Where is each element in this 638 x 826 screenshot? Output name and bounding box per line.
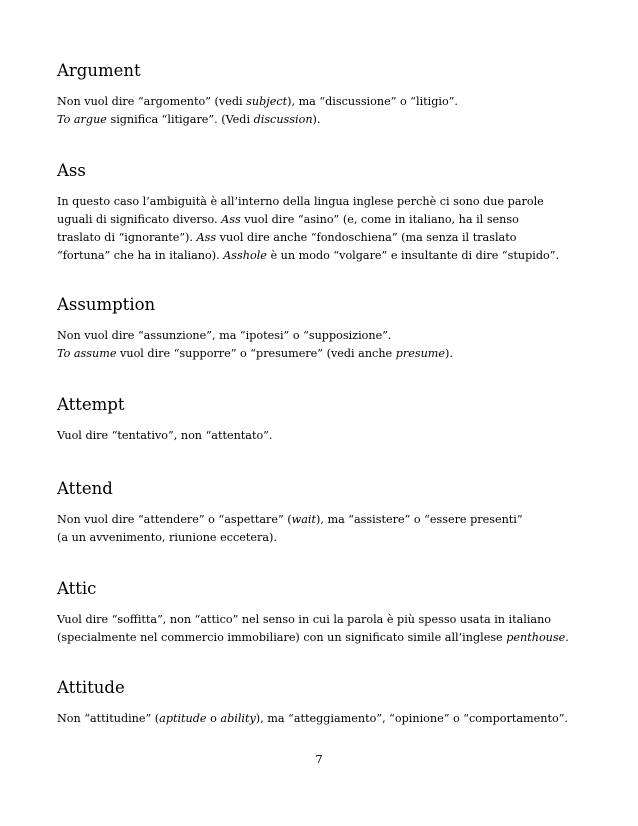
body-line: Vuol dire “tentativo”, non “attentato”. [57, 429, 273, 442]
entry-term: Argument [57, 61, 141, 80]
body-line: To assume vuol dire “supporre” o “presumere” (vedi anche presume). [57, 347, 453, 360]
entry-attend [57, 479, 523, 547]
body-line: Non vuol dire “assunzione”, ma “ipotesi” o “supposizione”. [57, 329, 392, 342]
entry-body [57, 427, 272, 445]
body-line: uguali di significato diverso. Ass vuol dire “asino” (e, come in italiano, ha il senso [57, 213, 519, 226]
body-line: To argue significa “litigare”. (Vedi discussion). [57, 113, 321, 126]
page-number: 7 [315, 752, 323, 766]
body-line: traslato di “ignorante”). Ass vuol dire anche “fondoschiena” (ma senza il traslato [57, 231, 517, 244]
entry-attic [57, 579, 569, 647]
entry-attitude [57, 678, 568, 728]
body-line: Vuol dire “soffitta”, non “attico” nel senso in cui la parola è più spesso usata in italiano [57, 613, 552, 626]
body-line: Non “attitudine” (aptitude o ability), ma “atteggiamento”, “opinione” o “comportamento”. [57, 712, 568, 725]
entry-body [57, 611, 569, 647]
body-line: In questo caso l’ambiguità è all’interno della lingua inglese perchè ci sono due parole [57, 195, 544, 208]
entry-assumption [57, 295, 453, 363]
entry-body [57, 710, 568, 728]
entry-term: Attend [57, 479, 113, 498]
body-line: Non vuol dire “argomento” (vedi subject), ma “discussione” o “litigio”. [57, 95, 458, 108]
entry-term: Ass [57, 161, 86, 180]
entry-argument [57, 61, 458, 129]
body-line: Non vuol dire “attendere” o “aspettare” (wait), ma “assistere” o “essere presenti” [57, 513, 523, 526]
entry-term: Attitude [57, 678, 125, 697]
entry-term: Assumption [57, 295, 156, 314]
entry-body [57, 327, 453, 363]
body-line: (a un avvenimento, riunione eccetera). [57, 531, 277, 544]
entry-term: Attempt [57, 395, 125, 414]
entry-term: Attic [57, 579, 97, 598]
body-line: “fortuna” che ha in italiano). Asshole è un modo “volgare” e insultante di dire “stupido”. [57, 249, 559, 262]
entry-ass [57, 161, 559, 265]
entry-body [57, 193, 559, 265]
entry-attempt [57, 395, 272, 445]
entry-body [57, 93, 458, 129]
body-line: (specialmente nel commercio immobiliare) con un significato simile all’inglese penthouse. [57, 631, 569, 644]
entry-body [57, 511, 523, 547]
